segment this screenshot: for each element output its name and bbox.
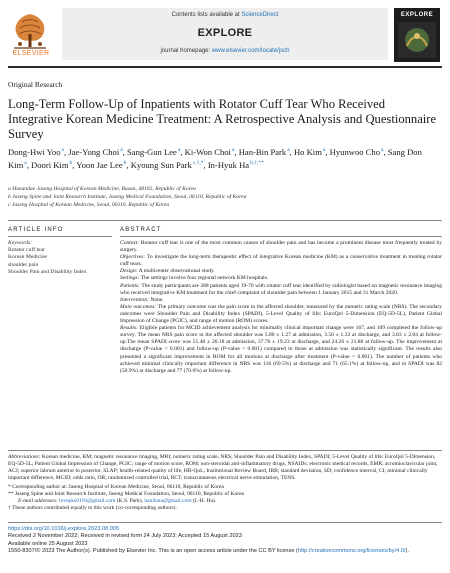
author-name[interactable]: In-Hyuk Ha — [207, 159, 250, 170]
affiliation-item: c Jaseng Hospital of Korean Medicine, Seoul, 06110, Republic of Korea — [8, 202, 170, 208]
author-affiliation-marker[interactable]: a — [177, 147, 181, 153]
pubinfo-rule — [8, 522, 442, 523]
abstract-section-label: Settings: — [120, 275, 140, 282]
abstract-section — [120, 325, 442, 375]
author-affiliation-marker[interactable]: b — [123, 159, 127, 166]
author-name[interactable]: Yoon Jae Lee — [76, 159, 123, 170]
corresponding-author-2: ** Jaseng Spine and Joint Research Institute, Jaseng Medical Foundation, Seoul, 06110, Republic of Korea — [8, 491, 244, 497]
journal-title: EXPLORE — [197, 27, 253, 39]
homepage-prefix: journal homepage: — [160, 48, 212, 54]
author-affiliation-marker[interactable]: a — [287, 147, 290, 153]
footnote-rule — [8, 450, 442, 451]
author-affiliation-marker[interactable]: a — [61, 147, 64, 153]
keyword-item: Rotator cuff tear — [8, 247, 45, 254]
footnotes — [8, 454, 442, 512]
author-name[interactable]: Han-Bin Park — [238, 146, 287, 157]
author-name[interactable]: Doori Kim — [31, 159, 69, 170]
author-affiliation-marker[interactable]: a — [120, 147, 123, 153]
author-affiliation-marker[interactable]: c,†,* — [192, 159, 204, 166]
email-link-1[interactable]: lovepks0116@gmail.com — [59, 498, 116, 504]
abstract-section — [120, 275, 442, 282]
doi-link[interactable]: https://doi.org/10.1016/j.explore.2023.08.005 — [8, 526, 120, 532]
author-affiliation-marker[interactable]: a — [24, 159, 27, 166]
email-1-suffix: (K.S. Park), — [115, 498, 145, 504]
keywords-label: Keywords: — [8, 240, 33, 246]
cover-art-icon — [398, 22, 436, 58]
author-name[interactable]: Sang Don Kim — [8, 146, 422, 170]
license-prefix: 1550-8307/© 2023 The Author(s). Published by Elsevier Inc. This is an open access article under the CC BY license ( — [8, 548, 298, 555]
keyword-item: shoulder pain — [8, 261, 39, 268]
author-affiliation-marker[interactable]: a — [381, 147, 384, 153]
article-info-heading: ARTICLE INFO — [8, 227, 64, 233]
corresponding-author-1: * Corresponding author at: Jaseng Hospital of Korean Medicine, Seoul, 06110, Republic of Korea — [8, 484, 224, 490]
abstract-section-text: To investigate the long-term therapeutic effect of integrative Korean medicine (KM) as a conservative treatment in treating rotator cuff tears. — [120, 254, 442, 268]
abstract-section-text: Eligible patients for MCID achievement analysis for minimally clinical important change were 167, and 109 completed the follow-up survey. The mean NRS pain score in the affected shoulder was 5.80 ± 1.27 at admission, 3.50 ± 1.32 at discharge, and 3.83 ± 2.04 at follow-up.The mean SPADI score was 51.48 ± 20.18 at admission, 37.76 ± 19.23 at discharge, and 24.26 ± 21.80 at follow-up. The improvement at discharge (P-value < 0.001) and follow-up (P-value < 0.001) compared to those at admission was statistically significant. The results also presented a significant improvement in ROM for all motions at discharge after treatment (P-value < 0.001). The number of patients who achieved minimal clinically important difference in NRS was 116 (69.5%) at discharge and 71 (65.1%) at follow-up, and in SPADI was 82 (50.9%) at discharge and 77 (70.6%) at follow-up. — [120, 325, 442, 374]
publisher-wordmark: ELSEVIER — [12, 50, 50, 57]
abstract-section-text: Rotator cuff tear is one of the most common causes of shoulder pain and has become a prominent disease most frequently treated by surgery. — [120, 240, 442, 254]
affiliation-item: b Jaseng Spine and Joint Research Institute, Jaseng Medical Foundation, Seoul, 06110, Republic of Korea — [8, 194, 247, 200]
history-dates: Received 2 November 2022; Received in revised form 24 July 2023; Accepted 15 August 2023 — [8, 533, 242, 540]
keyword-list — [8, 247, 112, 276]
author-affiliation-marker[interactable]: b — [69, 159, 73, 166]
abstract-section — [120, 304, 442, 325]
author-name[interactable]: Ki-Won Choi — [184, 146, 231, 157]
sciencedirect-link[interactable]: ScienceDirect — [241, 12, 279, 18]
author-name[interactable]: Hyunwoo Cho — [329, 146, 381, 157]
publication-info — [8, 526, 442, 556]
elsevier-tree-logo-icon — [8, 10, 52, 50]
author-list: Dong-Hwi Yoo$^a$, Jae-Yong Choi$^a$, Sang-Gun Lee$^a$, Ki-Won Choi$^a$, Han-Bin Park$^a$, Ho Kim$^a$, Hyunwoo Cho$^a$, Sang Don Kim$^a$, Doori Kim$^b$, Yoon Jae Lee$^b$, Kyoung Sun Park$^{c,\dagger,*}$, In-Hyuk $Ha^{b,\dagger,**}$ — [8, 146, 422, 170]
author-name[interactable]: Sang-Gun Lee — [126, 146, 177, 157]
keyword-item: Korean Medicine — [8, 254, 47, 261]
abstract-section-label: Patients: — [120, 282, 141, 289]
abstract-section — [120, 297, 442, 304]
email-link-2[interactable]: hanihata@gmail.com — [144, 498, 192, 504]
cover-title: EXPLORE — [400, 12, 434, 18]
abbreviations-note — [8, 454, 442, 482]
abstract-section — [120, 240, 442, 254]
author-name[interactable]: Dong-Hwi Yoo — [8, 146, 61, 157]
abstract-section — [120, 254, 442, 268]
email-2-suffix: (I.-H. Ha). — [191, 498, 217, 504]
abstract-section-text: The study participants are 288 patients aged 19-70 with rotator cuff tear identified by radiologist based on magnetic resonance imaging who received integrative KM treatment for the chief complaint of shoulder pain between 1 January 2015 and 31 March 2020. — [120, 282, 442, 296]
article-title: Long-Term Follow-Up of Inpatients with Rotator Cuff Tear Who Received Integrative Korean Medicine Treatment: A Retrospective Analysis and Questionnaire Survey — [8, 97, 437, 141]
abstract-section-label: Design: — [120, 268, 138, 275]
abstract-section-text: The primary outcome was the pain score in the affected shoulder, measured by the numeric rating scale (NRS). The secondary outcomes were Shoulder Pain and Disability Index (SPADI), 5-Level Quality of life: EuroQol 5-Dimension (EQ-5D-5L), Patient Global Impression of Change (PGIC), and range of motion (ROM) scores. — [120, 303, 442, 325]
available-online: Available online 25 August 2023 — [8, 540, 88, 547]
article-type: Original Research — [8, 80, 63, 89]
abstract-section-text: The settings involve four regional network KM hospitals. — [139, 275, 269, 282]
email-label: E-mail addresses: — [18, 498, 60, 504]
abbreviations-text: Korean medicine, KM; magnetic resonance imaging, MRI; numeric rating scale, NRS; Shoulder Pain and Disability Index, SPADI; 5-Level Quality of life: EuroQol 5-Dimension, EQ-5D-5L; Patient Global Impression of Change, PGIC; range of motion score, ROM; non-steroidal anti-inflammatory drugs, NSAIDs; electronic medical records, EMR; acromioclavicular joint, ACJ; superior labrum anterior to posterior, SLAP; health-related quality of life, HR-QoL; Institutional Review Board, IRB; standard deviation, SD; confidence interval, CI; minimal clinically important difference, MCID; odds ratio, OR; randomized controlled trial, RCT; transcutaneous electrical nerve stimulation, TENS. — [8, 454, 438, 481]
contents-line — [62, 12, 388, 18]
abstract-text — [120, 240, 442, 375]
keywords-block — [8, 240, 112, 276]
author-affiliation-marker[interactable]: a — [322, 147, 326, 153]
abstract-section — [120, 283, 442, 297]
abstract-section-label: Intervention: — [120, 296, 149, 303]
abstract-section-label: Context: — [120, 240, 140, 246]
header-rule — [8, 66, 442, 68]
abstract-heading: ABSTRACT — [120, 227, 162, 233]
journal-header-box — [62, 8, 388, 60]
abstract-section-label: Results: — [120, 325, 138, 332]
license-line — [8, 548, 442, 555]
license-link[interactable]: http://creativecommons.org/licenses/by/4.0/ — [297, 548, 406, 555]
section-rule — [8, 220, 442, 221]
homepage-line — [62, 48, 388, 54]
abstract-section-label: Objectives: — [120, 254, 146, 261]
affiliation-item: a Haeundae Jaseng Hospital of Korean Medicine, Busan, 48102, Republic of Korea — [8, 186, 196, 192]
abstract-section-label: Main outcomes: — [120, 303, 157, 310]
article-info-rule — [8, 236, 112, 237]
abstract-section-text: A multicenter observational study. — [137, 268, 215, 275]
keyword-item: Shoulder Pain and Disability Index — [8, 268, 87, 275]
contents-prefix: Contents lists available at — [171, 12, 242, 18]
abstract-rule — [120, 236, 442, 237]
author-affiliation-marker[interactable]: b,†,** — [250, 159, 264, 166]
journal-cover-image — [394, 8, 440, 62]
journal-homepage-link[interactable]: www.elsevier.com/locate/jsch — [211, 48, 290, 54]
abstract-section-text: None. — [148, 296, 164, 303]
author-affiliation-marker[interactable]: a — [231, 147, 235, 153]
license-suffix: ). — [405, 548, 409, 555]
author-name[interactable]: Jae-Yong Choi — [68, 146, 120, 157]
equal-contribution-note: † These authors contributed equally to this work (co-corresponding authors). — [8, 505, 177, 511]
email-line — [8, 498, 442, 505]
affiliations — [8, 185, 442, 209]
author-name[interactable]: Ho Kim — [293, 146, 322, 157]
author-name[interactable]: Kyoung Sun Park — [130, 159, 192, 170]
abbreviations-label: Abbreviations: — [8, 454, 41, 460]
